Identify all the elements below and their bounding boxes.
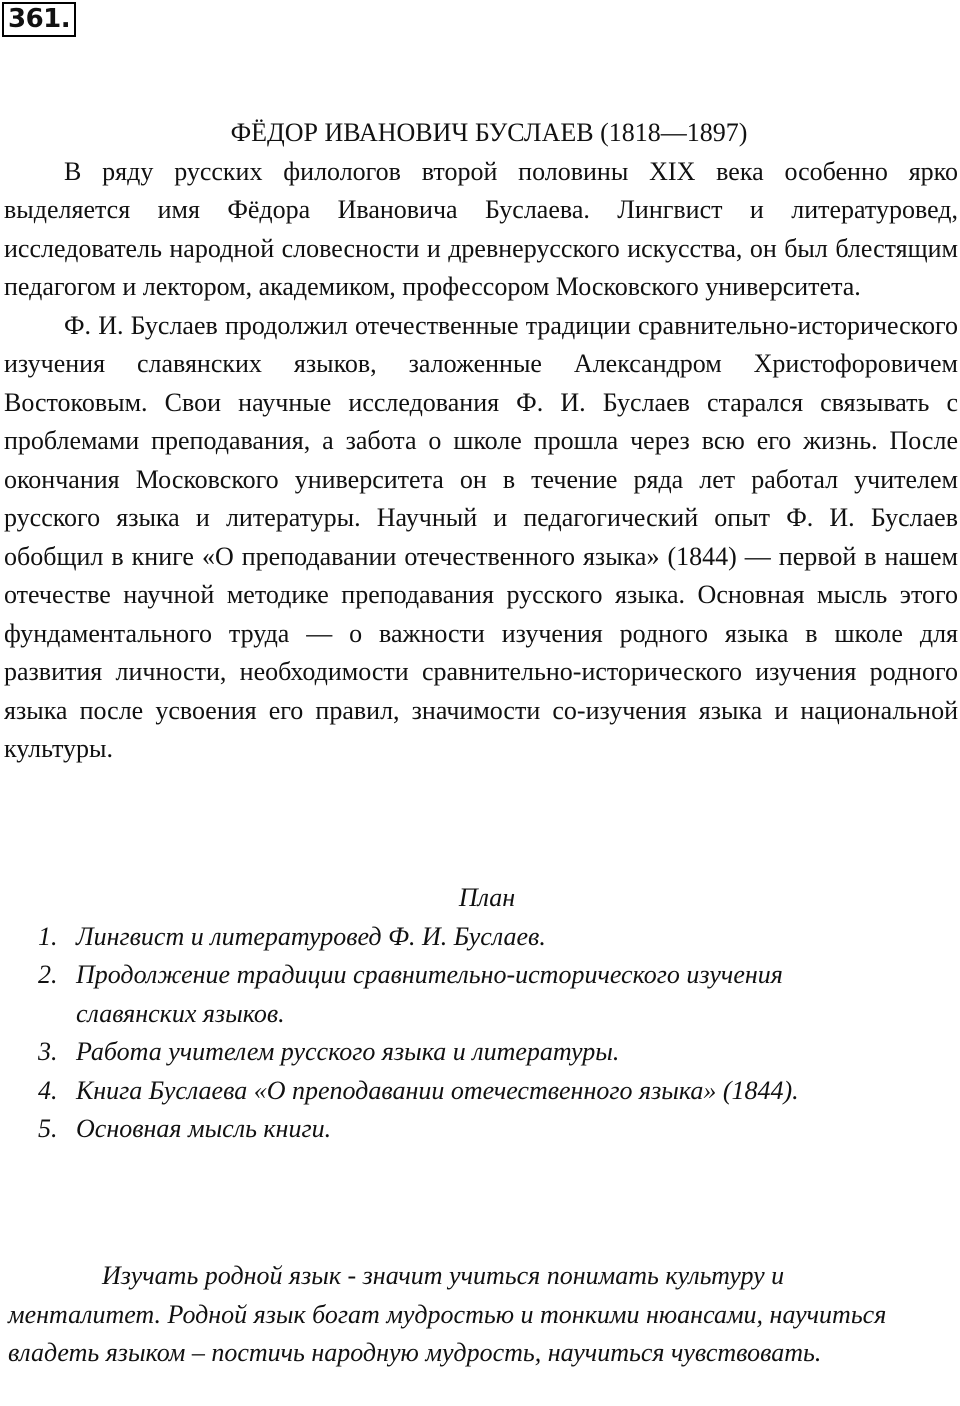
plan-item-number: 4. bbox=[38, 1075, 58, 1105]
article-paragraph-1: В ряду русских филологов второй половины XIX века особенно ярко выделяется имя Фёдора Ивановича Буслаева. Лингвист и литературовед, исследователь народной словесности и древнерусского искусства, он был блестящим педагогом и лектором, академиком, профессором Московского университета. bbox=[4, 156, 958, 301]
plan-item-text: Работа учителем русского языка и литературы. bbox=[76, 1037, 620, 1066]
plan-item-text: Продолжение традиции сравнительно-исторического изучения славянских языков. bbox=[76, 960, 783, 1028]
plan-item-number: 3. bbox=[38, 1037, 58, 1066]
exercise-number: 361. bbox=[2, 2, 76, 37]
article bbox=[4, 114, 958, 769]
plan-item-number: 5. bbox=[38, 1114, 58, 1143]
plan-item-5 bbox=[0, 1110, 960, 1149]
plan-item-number: 2. bbox=[38, 960, 58, 989]
plan-item-text: Лингвист и литературовед Ф. И. Буслаев. bbox=[76, 921, 546, 951]
plan-item-2 bbox=[0, 956, 960, 1033]
plan-list bbox=[0, 918, 960, 1149]
plan-item-number: 1. bbox=[38, 921, 58, 951]
article-paragraph-2: Ф. И. Буслаев продолжил отечественные традиции сравнительно-исторического изучения славянских языков, заложенные Александром Христофоровичем Востоковым. Свои научные исследования Ф. И. Буслаев старался связывать с проблемами преподавания, а забота о школе прошла через всю его жизнь. После окончания Московского университета он в течение ряда лет работал учителем русского языка и литературы. Научный и педагогический опыт Ф. И. Буслаев обобщил в книге «О преподавании отечественного языка» (1844) — первой в нашем отечестве научной методике преподавания русского языка. Основная мысль этого фундаментального труда — о важности изучения родного языка в школе для развития личности, необходимости сравнительно-исторического изучения родного языка после усвоения его правил, значимости со-изучения языка и национальной культуры. bbox=[4, 310, 958, 763]
plan-item-4 bbox=[0, 1072, 960, 1111]
conclusion-text: Изучать родной язык - значит учиться понимать культуру и менталитет. Родной язык богат мудростью и тонкими нюансами, научиться владеть языком – постичь народную мудрость, научиться чувствовать. bbox=[8, 1261, 887, 1367]
plan-item-text: Основная мысль книги. bbox=[76, 1114, 332, 1143]
plan-item-3 bbox=[0, 1033, 960, 1072]
plan-heading: План bbox=[458, 883, 516, 912]
plan-item-text: Книга Буслаева «О преподавании отечественного языка» (1844). bbox=[76, 1075, 799, 1105]
plan-section bbox=[0, 879, 960, 1149]
article-title: ФЁДОР ИВАНОВИЧ БУСЛАЕВ (1818—1897) bbox=[230, 118, 748, 147]
plan-item-1 bbox=[0, 918, 960, 957]
